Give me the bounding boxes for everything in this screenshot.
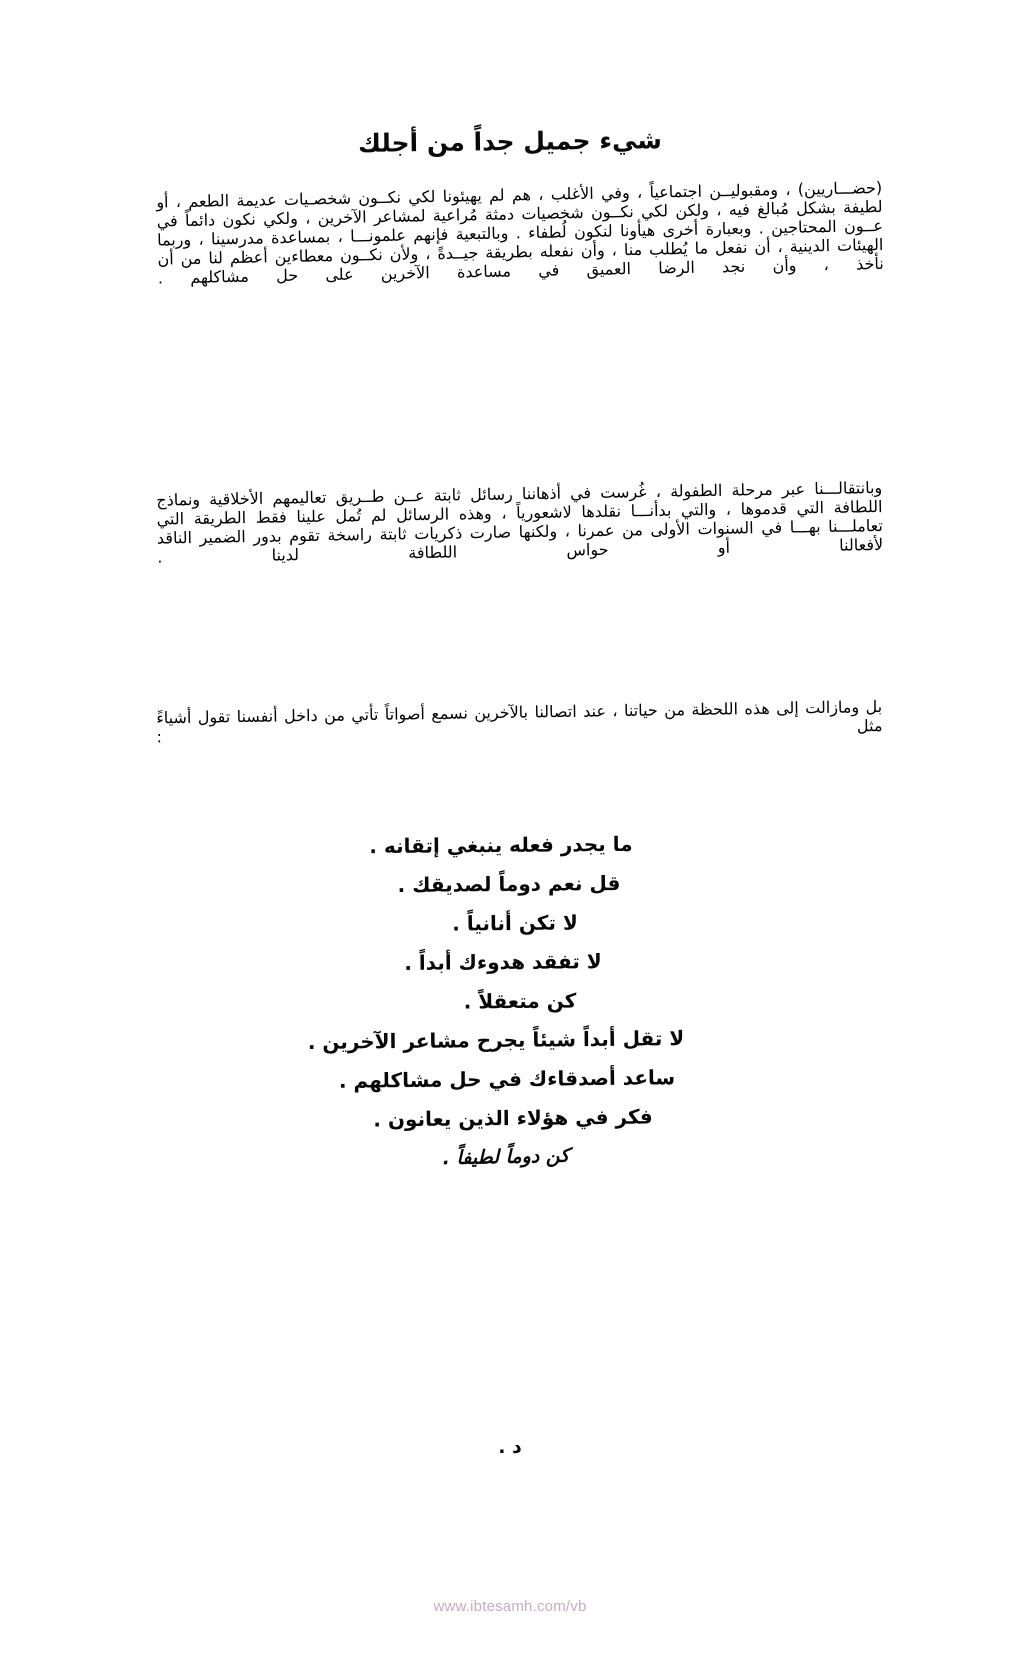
page-number-mark: د . [498,1436,522,1458]
paragraph-block-3 [156,697,883,746]
maxim-list [0,826,1020,1177]
paragraph-block-1 [156,178,884,288]
list-item: ما يجدر فعله ينبغي إتقانه . [369,831,633,859]
page-title: شيء جميل جداً من أجلك [357,124,663,158]
list-item: قل نعم دوماً لصديقك . [397,871,621,897]
body-paragraph-2: وبانتقالـــنا عبر مرحلة الطفولة ، غُرست في أذهاننا رسائل ثابتة عــن طــريق تعاليمهم الأخلاقية ونماذج اللطافة التي قدموها ، والتي بدأنـــا نقلدها لاشعورياً ، وهذه الرسائل لم تُمل علينا فقط الطريقة التي تعاملـــنا بهـــا في السنوات الأولى من عمرنا ، ولكنها صارت ذكريات ثابتة راسخة تقوم بدور الضمير الناقد لأفعالنا أو حواس اللطافة لدينا . [156,478,884,567]
list-item: لا تفقد هدوءك أبداً . [404,949,602,975]
list-item: لا تكن أنانياً . [452,910,578,936]
list-item-handwritten: كن دوماً لطيفاً . [442,1144,570,1170]
body-paragraph-1: (حضـــاريين) ، ومقبوليــن اجتماعياً ، وفي الأغلب ، هم لم يهيئونا لكي نكــون شخصـيات عديمة الطعم ، أو لطيفة بشكل مُبالغ فيه ، ولكن لكي نكــون شخصيات دمثة مُراعية لمشاعر الآخرين ، ولكي نكون دائماً في عــون المحتاجين . وبعبارة أخرى هيأونا لنكون لُطفاء . وبالتبعية فإنهم علمونـــا ، بمساعدة مدرسينا ، وربما الهيئات الدينية ، أن نفعل ما يُطلب منا ، وأن نفعله بطريقة جيــدةً ، ولأن نكــون معطاءين أعظم لنا من أن نأخذ ، وأن نجد الرضا العميق في مساعدة الآخرين على حل مشاكلهم . [156,178,884,288]
list-item: فكر في هؤلاء الذين يعانون . [373,1104,653,1132]
body-paragraph-3: بل ومازالت إلى هذه اللحظة من حياتنا ، عند اتصالنا بالآخرين نسمع أصواتاً تأتي من داخل أنفسنا تقول أشياءً مثل : [156,697,883,747]
paragraph-block-2 [156,478,883,567]
site-watermark: www.ibtesamh.com/vb [433,1598,587,1615]
list-item: لا تقل أبداً شيئاً يجرح مشاعر الآخرين . [307,1026,685,1054]
list-item: ساعد أصدقاءك في حل مشاكلهم . [338,1065,676,1093]
list-item: كن متعقلاً . [463,988,577,1014]
